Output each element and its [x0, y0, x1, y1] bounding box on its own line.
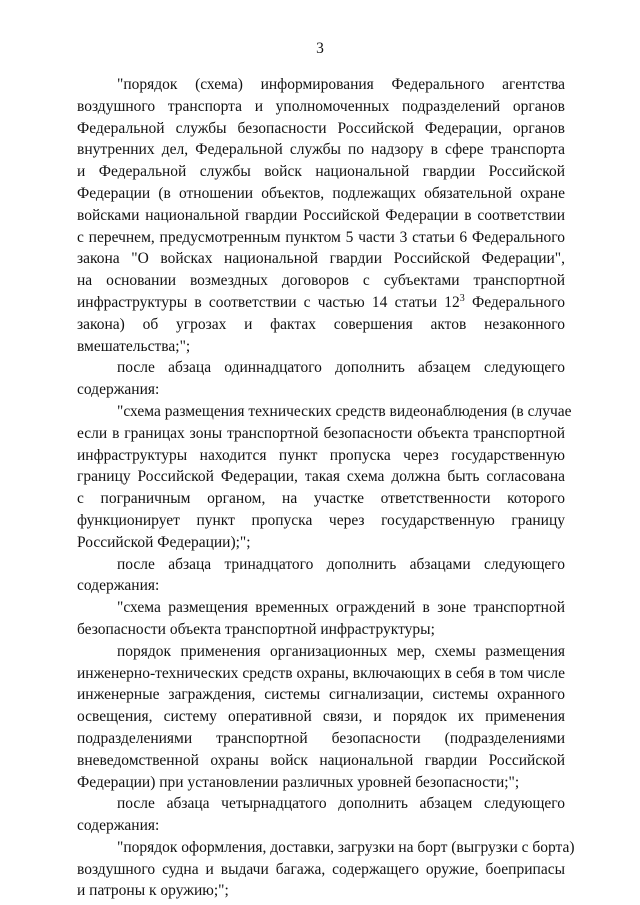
- text-line: с пограничным органом, на участке ответственности которого: [77, 490, 565, 508]
- text-line: на основании возмездных договоров с субъектами транспортной: [77, 272, 565, 290]
- text-line: безопасности объекта транспортной инфраструктуры;: [77, 620, 435, 638]
- text-line: закона "О войсках национальной гвардии Российской Федерации",: [77, 250, 565, 268]
- text-line-with-superscript: [77, 292, 565, 314]
- text-line: вневедомственной охраны войск национальной гвардии Российской: [77, 751, 565, 769]
- text-line: инженерные заграждения, системы сигнализации, системы охранного: [77, 686, 565, 704]
- text-line: войсками национальной гвардии Российской Федерации в соответствии: [77, 206, 565, 224]
- superscript: 3: [459, 292, 465, 304]
- text-line: порядок применения организационных мер, схемы размещения: [117, 642, 565, 660]
- paragraph-baggage-procedure: [77, 837, 575, 902]
- paragraph-temporary-fencing-scheme: [77, 597, 565, 641]
- document-body: [77, 74, 575, 902]
- text-line: Федерации (в отношении объектов, подлежащих обязательной охране: [77, 184, 565, 202]
- text-fragment: инфраструктуры в соответствии с частью 14 статьи 12: [77, 293, 460, 311]
- text-line: Федерации) при установлении различных уровней безопасности;";: [77, 773, 520, 791]
- text-line: "порядок оформления, доставки, загрузки на борт (выгрузки с борта): [117, 838, 575, 856]
- text-line: инженерно-технических средств охраны, включающих в себя в том числе: [77, 664, 565, 682]
- text-line: воздушного транспорта и уполномоченных подразделений органов: [77, 97, 565, 115]
- text-line: и Федеральной службы войск национальной гвардии Российской: [77, 163, 565, 181]
- text-line: после абзаца тринадцатого дополнить абзацами следующего: [117, 555, 565, 573]
- text-line: освещения, систему оперативной связи, и порядок их применения: [77, 708, 565, 726]
- text-line: внутренних дел, Федеральной службы по надзору в сфере транспорта: [77, 141, 565, 159]
- text-line: содержания:: [77, 381, 160, 399]
- text-line: вмешательства;";: [77, 337, 191, 355]
- text-line: инфраструктуры находится пункт пропуска через государственную: [77, 446, 565, 464]
- paragraph-amendment-instruction: [77, 793, 565, 837]
- text-line: "схема размещения временных ограждений в зоне транспортной: [117, 599, 565, 617]
- text-line: закона) об угрозах и фактах совершения актов незаконного: [77, 315, 565, 333]
- text-line: содержания:: [77, 577, 160, 595]
- paragraph-amendment-instruction: [77, 554, 565, 598]
- text-line: и патроны к оружию;";: [77, 882, 229, 900]
- paragraph-organizational-measures: [77, 641, 565, 794]
- text-line: Российской Федерации);";: [77, 533, 251, 551]
- text-line: "схема размещения технических средств видеонаблюдения (в случае: [117, 402, 572, 420]
- text-line: "порядок (схема) информирования Федерального агентства: [117, 76, 565, 93]
- text-line: воздушного судна и выдачи багажа, содержащего оружие, боеприпасы: [77, 860, 565, 878]
- text-line: если в границах зоны транспортной безопасности объекта транспортной: [77, 424, 565, 442]
- text-fragment: Федерального: [464, 293, 565, 311]
- paragraph-notification-procedure: [77, 74, 565, 357]
- text-line: с перечнем, предусмотренным пунктом 5 части 3 статьи 6 Федерального: [77, 228, 565, 246]
- paragraph-amendment-instruction: [77, 357, 565, 401]
- text-line: Федеральной службы безопасности Российской Федерации, органов: [77, 119, 565, 137]
- paragraph-video-surveillance-scheme: [77, 401, 572, 554]
- text-line: функционирует пункт пропуска через государственную границу: [77, 511, 565, 529]
- text-line: содержания:: [77, 817, 160, 835]
- text-line: после абзаца четырнадцатого дополнить абзацем следующего: [117, 795, 565, 813]
- page-number: 3: [316, 40, 324, 57]
- text-line: границу Российской Федерации, такая схема должна быть согласована: [77, 468, 565, 486]
- text-line: после абзаца одиннадцатого дополнить абзацем следующего: [117, 359, 565, 377]
- text-line: подразделениями транспортной безопасности (подразделениями: [77, 729, 565, 747]
